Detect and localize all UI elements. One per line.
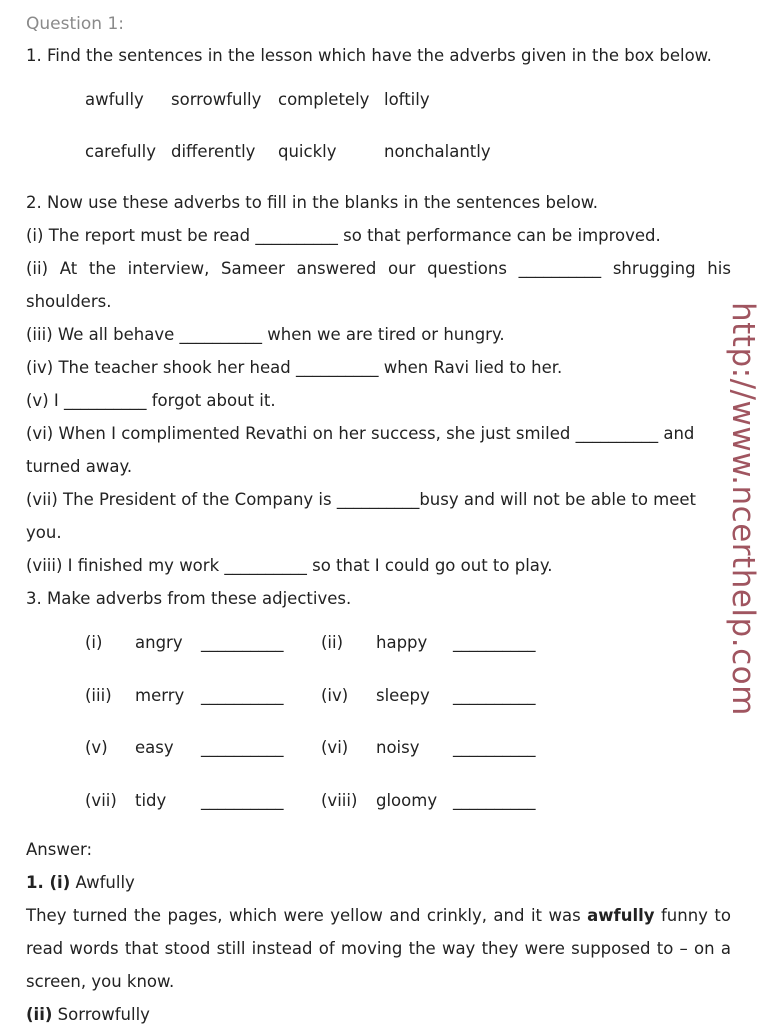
sentence-iv: (iv) The teacher shook her head __________ when Ravi lied to her. <box>26 358 563 377</box>
word: At <box>59 259 78 278</box>
word: still <box>216 939 246 958</box>
word: funny <box>660 906 708 925</box>
word: interview, <box>127 259 210 278</box>
adverb-word: carefully <box>85 142 156 161</box>
word: our <box>388 259 416 278</box>
word: to <box>714 906 731 925</box>
word: on <box>694 939 715 958</box>
sentence-viii: (viii) I finished my work __________ so that I could go out to play. <box>26 556 553 575</box>
blank: __________ <box>453 685 536 705</box>
answer-paragraph-line-3: screen, you know. <box>26 972 175 991</box>
adjective-row <box>85 775 731 828</box>
word: and <box>389 906 421 925</box>
blank: __________ <box>201 685 284 705</box>
item-number: (vii) <box>85 790 117 810</box>
blank: __________ <box>518 259 602 278</box>
q3-text: 3. Make adverbs from these adjectives. <box>26 589 352 608</box>
item-number: (v) <box>85 738 108 757</box>
adjective-row <box>85 722 731 775</box>
adverb-word: quickly <box>278 142 337 161</box>
word: were <box>283 906 324 925</box>
blank: __________ <box>453 738 536 757</box>
adverb-word: loftily <box>384 90 430 109</box>
word: questions <box>427 259 507 278</box>
word: way <box>441 939 476 958</box>
adverb-word: differently <box>171 142 256 161</box>
adjective: easy <box>135 738 174 757</box>
answer-paragraph-line-2 <box>26 932 731 965</box>
sentence-vii-cont: you. <box>26 523 62 542</box>
word: read <box>26 939 64 958</box>
item-number: (iv) <box>321 685 349 705</box>
word: and <box>493 906 525 925</box>
word: the <box>88 259 116 278</box>
highlighted-adverb: awfully <box>587 906 655 925</box>
word: – <box>679 939 688 958</box>
word: instead <box>251 939 313 958</box>
question-title: Question 1: <box>26 14 124 34</box>
adverb-word: sorrowfully <box>171 90 262 109</box>
word: it <box>530 906 542 925</box>
sentence-ii-cont: shoulders. <box>26 292 112 311</box>
website-watermark: http://www.ncerthelp.com <box>725 302 761 716</box>
item-number: (viii) <box>321 790 358 810</box>
answer-word: Awfully <box>75 873 135 892</box>
word: words <box>69 939 119 958</box>
word: of <box>318 939 335 958</box>
word: supposed <box>571 939 651 958</box>
word: to <box>656 939 674 958</box>
word: (ii) <box>26 259 49 278</box>
word: they <box>481 939 519 958</box>
item-number: (vi) <box>321 738 349 757</box>
sentence-vi: (vi) When I complimented Revathi on her success, she just smiled __________ and <box>26 424 695 443</box>
word: the <box>408 939 436 958</box>
answer-number: (ii) <box>26 1005 53 1024</box>
word: were <box>524 939 565 958</box>
item-number: (i) <box>85 633 103 652</box>
adverb-box-row-2 <box>26 126 731 178</box>
adjective-row <box>85 670 731 723</box>
word: his <box>707 259 731 278</box>
sentence-i: (i) The report must be read __________ so that performance can be improved. <box>26 226 661 245</box>
adjective: sleepy <box>376 685 430 705</box>
sentence-v: (v) I __________ forgot about it. <box>26 391 276 410</box>
answer-paragraph-line-1 <box>26 899 731 932</box>
adverb-word: completely <box>278 90 370 109</box>
word: shrugging <box>612 259 696 278</box>
adjective: merry <box>135 685 185 705</box>
adverb-word: awfully <box>85 90 144 109</box>
blank: __________ <box>201 790 284 810</box>
sentence-vii: (vii) The President of the Company is __________busy and will not be able to meet <box>26 490 697 509</box>
word: answered <box>296 259 377 278</box>
word: turned <box>72 906 128 925</box>
q2-text: 2. Now use these adverbs to fill in the blanks in the sentences below. <box>26 193 599 212</box>
word: yellow <box>330 906 383 925</box>
answer-word: Sorrowfully <box>57 1005 150 1024</box>
document-page <box>26 0 731 1031</box>
adverb-word: nonchalantly <box>384 142 491 161</box>
q1-text: 1. Find the sentences in the lesson which have the adverbs given in the box below. <box>26 46 712 65</box>
word: Sameer <box>221 259 285 278</box>
answer-label: Answer: <box>26 840 93 859</box>
adjective: happy <box>376 633 428 652</box>
adjective-row <box>85 617 731 670</box>
adjective: tidy <box>135 790 167 810</box>
word: They <box>26 906 67 925</box>
word: pages, <box>167 906 223 925</box>
word: that <box>124 939 159 958</box>
adjective: angry <box>135 633 183 652</box>
sentence-vi-cont: turned away. <box>26 457 133 476</box>
blank: __________ <box>453 790 536 810</box>
blank: __________ <box>201 633 284 652</box>
word: was <box>548 906 581 925</box>
word: a <box>720 939 731 958</box>
word: which <box>229 906 278 925</box>
word: moving <box>340 939 403 958</box>
word: the <box>133 906 161 925</box>
answer-1-heading <box>26 866 731 899</box>
adverb-box-row-1 <box>26 74 731 126</box>
blank: __________ <box>201 738 284 757</box>
answer-2-heading <box>26 998 731 1031</box>
adjective: gloomy <box>376 790 438 810</box>
adjective: noisy <box>376 738 420 757</box>
item-number: (ii) <box>321 633 344 652</box>
answer-number: 1. (i) <box>26 873 71 892</box>
word: crinkly, <box>426 906 487 925</box>
item-number: (iii) <box>85 685 112 705</box>
word: stood <box>164 939 211 958</box>
adjective-grid <box>26 617 731 827</box>
sentence-iii: (iii) We all behave __________ when we are tired or hungry. <box>26 325 505 344</box>
blank: __________ <box>453 633 536 652</box>
sentence-ii <box>26 252 731 285</box>
